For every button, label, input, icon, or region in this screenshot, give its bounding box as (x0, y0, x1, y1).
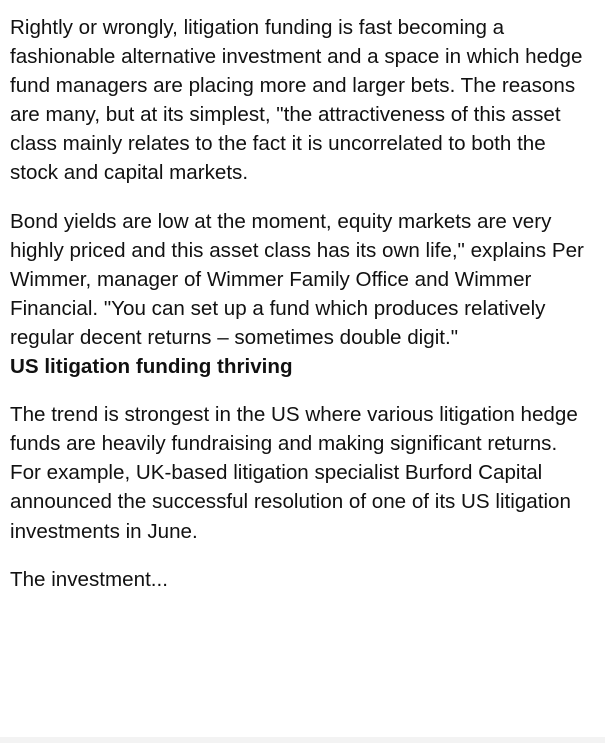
article-paragraph-2: Bond yields are low at the moment, equity markets are very highly priced and this asset class has its own life," explains Per Wimmer, manager of Wimmer Family Office and Wimmer Financial. "You can set up a fund which produces relatively regular decent returns – sometimes double digit." (10, 209, 584, 349)
article-paragraph-3: The trend is strongest in the US where various litigation hedge funds are heavily fundraising and making significant returns. For example, UK-based litigation specialist Burford Capital announced the successful resolution of one of its US litigation investments in June. (10, 403, 578, 543)
article-paragraph-4-truncated: The investment... (10, 567, 168, 591)
bottom-divider (0, 737, 605, 743)
section-heading: US litigation funding thriving (10, 355, 293, 379)
article-paragraph-1: Rightly or wrongly, litigation funding is fast becoming a fashionable alternative investment and a space in which hedge fund managers are placing more and larger bets. The reasons are many, but at its simplest, "the attractiveness of this asset class mainly relates to the fact it is uncorrelated to both the stock and capital markets. (10, 16, 583, 185)
